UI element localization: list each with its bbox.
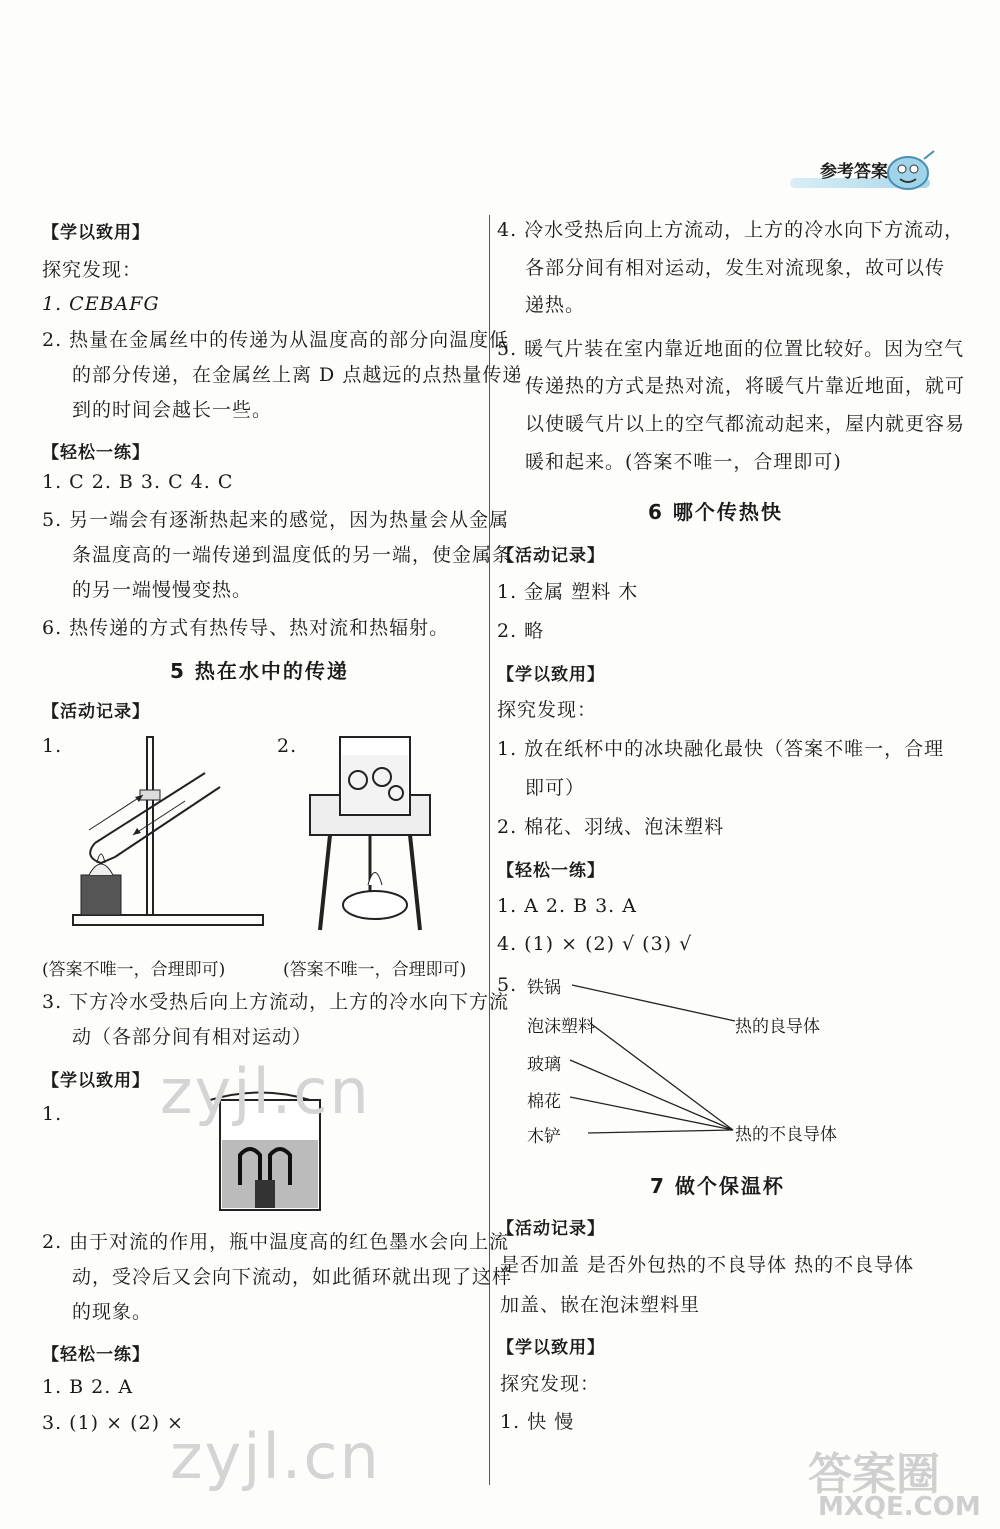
- watermark: 答案圈: [808, 1449, 940, 1500]
- text-line: 到的时间会越长一些。: [72, 399, 273, 421]
- text-line: 动，受冷后又会向下流动，如此循环就出现了这样: [72, 1266, 513, 1288]
- text-line: 探究发现：: [497, 699, 598, 721]
- test-tube-stand-figure: [65, 735, 270, 930]
- text-line: 4. 冷水受热后向上方流动，上方的冷水向下方流动，: [497, 219, 965, 241]
- text-line: 1. A 2. B 3. A: [497, 895, 637, 917]
- text-line: 传递热的方式是热对流，将暖气片靠近地面，就可: [525, 375, 966, 397]
- figure-caption: (答案不唯一，合理即可): [283, 960, 467, 980]
- text-line: 的现象。: [72, 1301, 153, 1323]
- header-label: 参考答案: [820, 162, 888, 182]
- section-heading: 【活动记录】: [42, 702, 150, 722]
- chapter-title: 6 哪个传热快: [648, 500, 783, 524]
- watermark: zyjl.cn: [160, 1055, 371, 1128]
- text-line: 是否加盖 是否外包热的不良导体 热的不良导体: [500, 1254, 915, 1276]
- section-heading: 【学以致用】: [42, 1071, 150, 1091]
- text-line: 1. CEBAFG: [42, 293, 160, 315]
- text-line: 1. 金属 塑料 木: [497, 581, 639, 603]
- match-item: 棉花: [527, 1092, 561, 1112]
- text-line: 2. 热量在金属丝中的传递为从温度高的部分向温度低: [42, 329, 510, 351]
- text-line: 2. 由于对流的作用，瓶中温度高的红色墨水会向上流: [42, 1231, 510, 1253]
- figure-number: 1.: [42, 1103, 63, 1125]
- text-line: 暖和起来。(答案不唯一，合理即可): [525, 451, 842, 473]
- text-line: 4. (1) × (2) √ (3) √: [497, 933, 693, 955]
- text-line: 探究发现：: [42, 259, 143, 281]
- text-line: 3. (1) × (2) ×: [42, 1412, 184, 1434]
- section-heading: 【轻松一练】: [497, 861, 605, 881]
- text-line: 1. B 2. A: [42, 1376, 134, 1398]
- column-divider: [489, 215, 490, 1485]
- section-heading: 【轻松一练】: [42, 1345, 150, 1365]
- text-line: 1. C 2. B 3. C 4. C: [42, 471, 234, 493]
- text-line: 6. 热传递的方式有热传导、热对流和热辐射。: [42, 617, 450, 639]
- figure-number: 2.: [277, 735, 298, 757]
- section-heading: 【学以致用】: [497, 665, 605, 685]
- watermark: zyjl.cn: [170, 1420, 381, 1493]
- section-heading: 【学以致用】: [42, 223, 150, 243]
- text-line: 条温度高的一端传递到温度低的另一端，使金属条: [72, 544, 513, 566]
- text-line: 递热。: [525, 294, 586, 316]
- text-line: 5. 另一端会有逐渐热起来的感觉，因为热量会从金属: [42, 509, 510, 531]
- text-line: 各部分间有相对运动，发生对流现象，故可以传: [525, 257, 946, 279]
- text-line: 加盖、嵌在泡沫塑料里: [500, 1294, 701, 1316]
- match-item: 玻璃: [527, 1055, 561, 1075]
- match-item: 泡沫塑料: [527, 1017, 595, 1037]
- text-line: 1. 放在纸杯中的冰块融化最快（答案不唯一，合理: [497, 738, 945, 760]
- text-line: 探究发现：: [500, 1373, 601, 1395]
- text-line: 以使暖气片以上的空气都流动起来，屋内就更容易: [525, 413, 966, 435]
- mascot-icon: [880, 145, 940, 195]
- text-line: 3. 下方冷水受热后向上方流动，上方的冷水向下方流: [42, 991, 510, 1013]
- text-line: 5. 暖气片装在室内靠近地面的位置比较好。因为空气: [497, 338, 965, 360]
- matching-lines: [560, 975, 740, 1145]
- beaker-tripod-figure: [300, 735, 440, 935]
- chapter-title: 5 热在水中的传递: [170, 659, 349, 683]
- text-line: 即可）: [525, 777, 586, 799]
- text-line: 2. 棉花、羽绒、泡沫塑料: [497, 816, 725, 838]
- figure-number: 1.: [42, 735, 63, 757]
- text-line: 的另一端慢慢变热。: [72, 579, 253, 601]
- section-heading: 【学以致用】: [497, 1338, 605, 1358]
- match-target: 热的不良导体: [735, 1125, 837, 1145]
- figure-caption: (答案不唯一，合理即可): [42, 960, 226, 980]
- match-target: 热的良导体: [735, 1017, 820, 1037]
- text-line: 5.: [497, 974, 518, 996]
- section-heading: 【活动记录】: [497, 546, 605, 566]
- text-line: 动（各部分间有相对运动）: [72, 1026, 313, 1048]
- match-item: 木铲: [527, 1127, 561, 1147]
- match-item: 铁锅: [527, 978, 561, 998]
- section-heading: 【活动记录】: [497, 1219, 605, 1239]
- section-heading: 【轻松一练】: [42, 443, 150, 463]
- text-line: 的部分传递，在金属丝上离 D 点越远的点热量传递: [72, 364, 523, 386]
- watermark: MXQE.COM: [818, 1492, 981, 1522]
- chapter-title: 7 做个保温杯: [650, 1174, 785, 1198]
- text-line: 2. 略: [497, 620, 545, 642]
- text-line: 1. 快 慢: [500, 1411, 575, 1433]
